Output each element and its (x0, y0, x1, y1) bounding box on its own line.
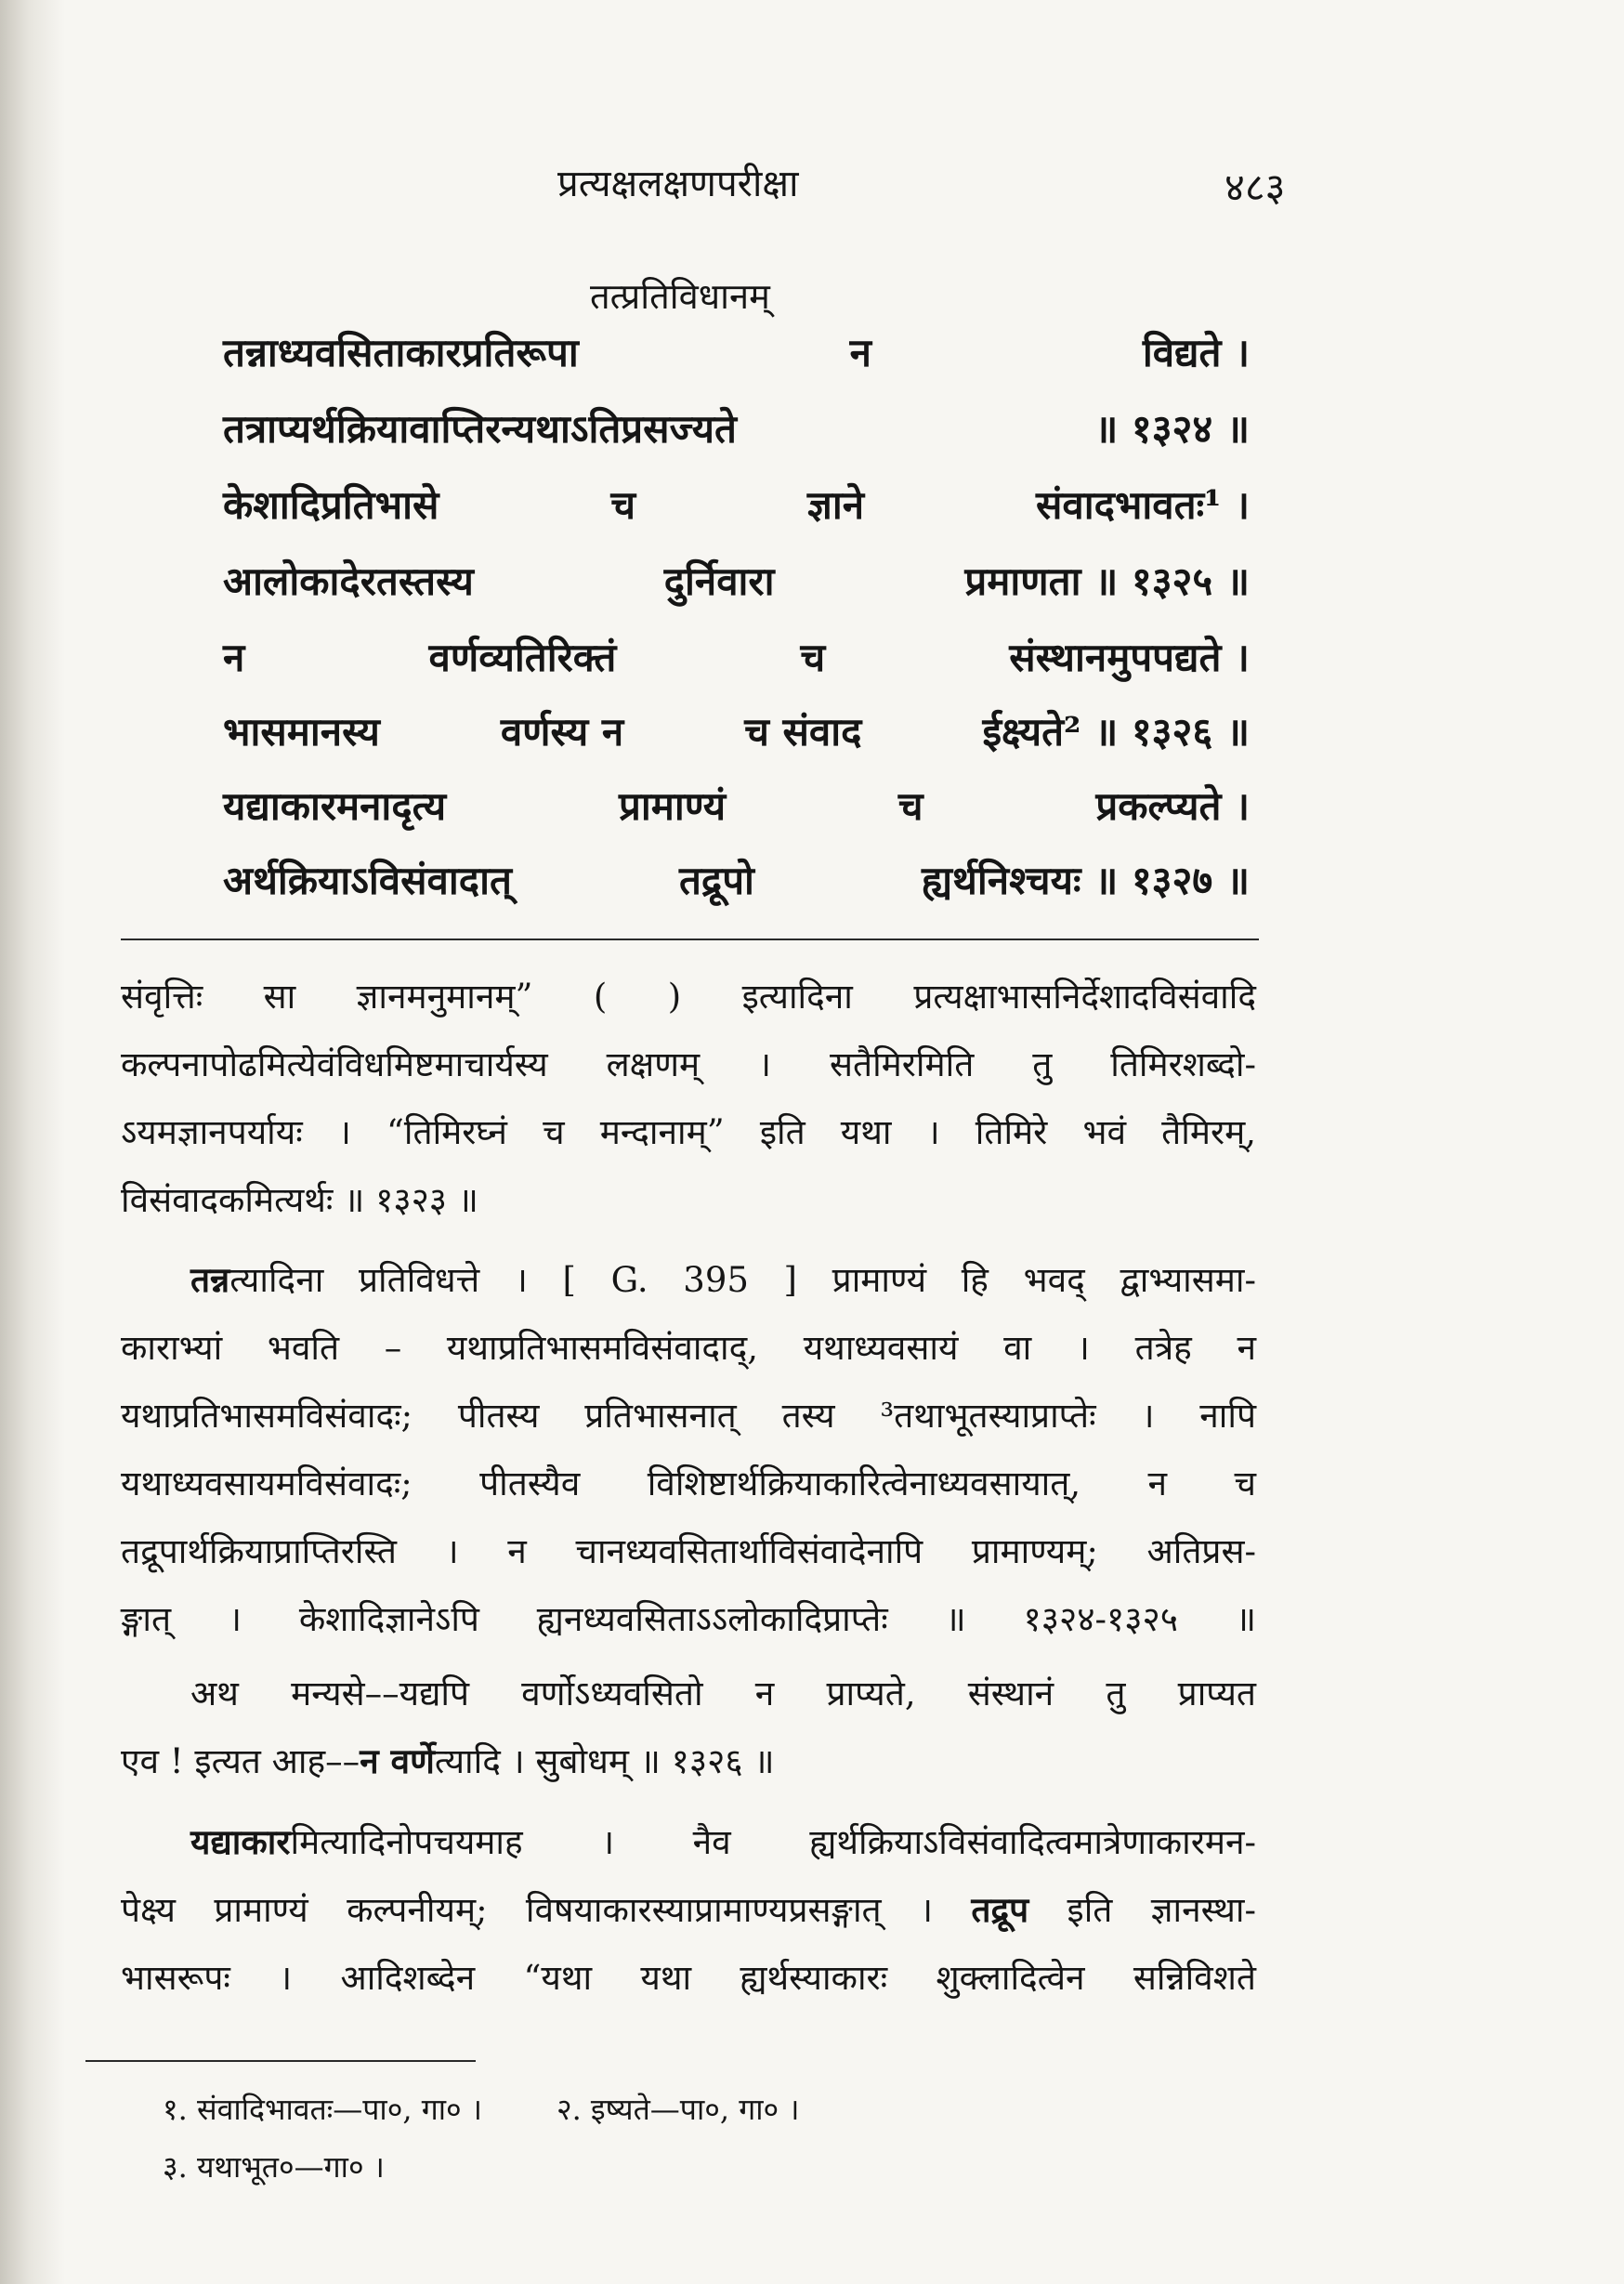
commentary-line: ङ्गात् । केशादिज्ञानेऽपि ह्यनध्यवसिताऽऽलोकादिप्राप्तेः ॥ १३२४-१३२५ ॥ (121, 1599, 1256, 1639)
page-edge-shadow (0, 0, 65, 2284)
footnote-divider-rule (85, 2060, 476, 2062)
verse-line: यद्याकारमनादृत्य प्रामाण्यं च प्रकल्प्यते । (223, 783, 1250, 829)
commentary-line: यथाध्यवसायमविसंवादः; पीतस्यैव विशिष्टार्थक्रियाकारित्वेनाध्यवसायात्, न च (121, 1464, 1256, 1503)
footnote-line (163, 2146, 385, 2186)
commentary-lemma: तन्न (190, 1259, 230, 1300)
footnote-1: १. संवादिभावतः—पा०, गा० । (163, 2092, 482, 2127)
commentary-line: अथ मन्यसे––यद्यपि वर्णोऽध्यवसितो न प्राप्यते, संस्थानं तु प्राप्यत (190, 1674, 1256, 1713)
commentary-line: पेक्ष्य प्रामाण्यं कल्पनीयम्; विषयाकारस्याप्रामाण्यप्रसङ्गात् । तद्रूप इति ज्ञानस्था- (121, 1889, 1256, 1930)
footnote-line (163, 2089, 800, 2129)
commentary-lemma: तद्रूप (971, 1889, 1029, 1930)
running-header-title: प्रत्यक्षलक्षणपरीक्षा (557, 163, 799, 205)
commentary-line: संवृत्तिः सा ज्ञानमनुमानम्” ( ) इत्यादिना प्रत्यक्षाभासनिर्देशादविसंवादि (121, 977, 1256, 1017)
commentary-line: यद्याकारमित्यादिनोपचयमाह । नैव ह्यर्थक्रियाऽविसंवादित्वमात्रेणाकारमन- (190, 1821, 1256, 1862)
commentary-line: काराभ्यां भवति – यथाप्रतिभासमविसंवादाद्, यथाध्यवसायं वा । तत्रेह न (121, 1328, 1256, 1368)
commentary-line: भासरूपः । आदिशब्देन “यथा यथा ह्यर्थस्याकारः शुक्लादित्वेन सन्निविशते (121, 1958, 1256, 1998)
verse-line: केशादिप्रतिभासे च ज्ञाने संवादभावतः¹ । (223, 482, 1250, 528)
commentary-lemma: यद्याकार (190, 1821, 291, 1862)
section-heading: तत्प्रतिविधानम् (590, 276, 770, 317)
commentary-line: विसंवादकमित्यर्थः ॥ १३२३ ॥ (121, 1180, 478, 1220)
commentary-line: तन्नत्यादिना प्रतिविधत्ते । [ G. 395 ] प्रामाण्यं हि भवद् द्वाभ्यासमा- (190, 1259, 1256, 1300)
verse-divider-rule (121, 939, 1259, 940)
commentary-lemma: न वर्णे (360, 1740, 435, 1781)
verse-line: तन्नाध्यवसिताकारप्रतिरूपा न विद्यते । (223, 330, 1250, 375)
verse-line: न वर्णव्यतिरिक्तं च संस्थानमुपपद्यते । (223, 635, 1250, 680)
commentary-line: यथाप्रतिभासमविसंवादः; पीतस्य प्रतिभासनात् तस्य ³तथाभूतस्याप्राप्तेः । नापि (121, 1396, 1256, 1436)
verse-line: भासमानस्य वर्णस्य न च संवाद ईक्ष्यते² ॥ १३२६ ॥ (223, 709, 1250, 755)
footnote-3: ३. यथाभूत०—गा० । (163, 2149, 385, 2185)
verse-line: अर्थक्रियाऽविसंवादात् तद्रूपो ह्यर्थनिश्चयः ॥ १३२७ ॥ (223, 858, 1250, 903)
page-number: ४८३ (1225, 164, 1286, 210)
commentary-line: कल्पनापोढमित्येवंविधमिष्टमाचार्यस्य लक्षणम् । सतैमिरमिति तु तिमिरशब्दो- (121, 1044, 1256, 1084)
commentary-line: तद्रूपार्थक्रियाप्राप्तिरस्ति । न चानध्यवसितार्थाविसंवादेनापि प्रामाण्यम्; अतिप्रस- (121, 1531, 1256, 1571)
verse-line: आलोकादेरतस्तस्य दुर्निवारा प्रमाणता ॥ १३२५ ॥ (223, 558, 1250, 604)
commentary-line: एव ! इत्यत आह––न वर्णेत्यादि । सुबोधम् ॥ १३२६ ॥ (121, 1740, 775, 1781)
verse-line: तत्राप्यर्थक्रियावाप्तिरन्यथाऽतिप्रसज्यते ॥ १३२४ ॥ (223, 406, 1250, 452)
footnote-2: २. इष्यते—पा०, गा० । (556, 2092, 800, 2127)
commentary-line: ऽयमज्ञानपर्यायः । “तिमिरघ्नं च मन्दानाम्” इति यथा । तिमिरे भवं तैमिरम्, (121, 1112, 1256, 1152)
